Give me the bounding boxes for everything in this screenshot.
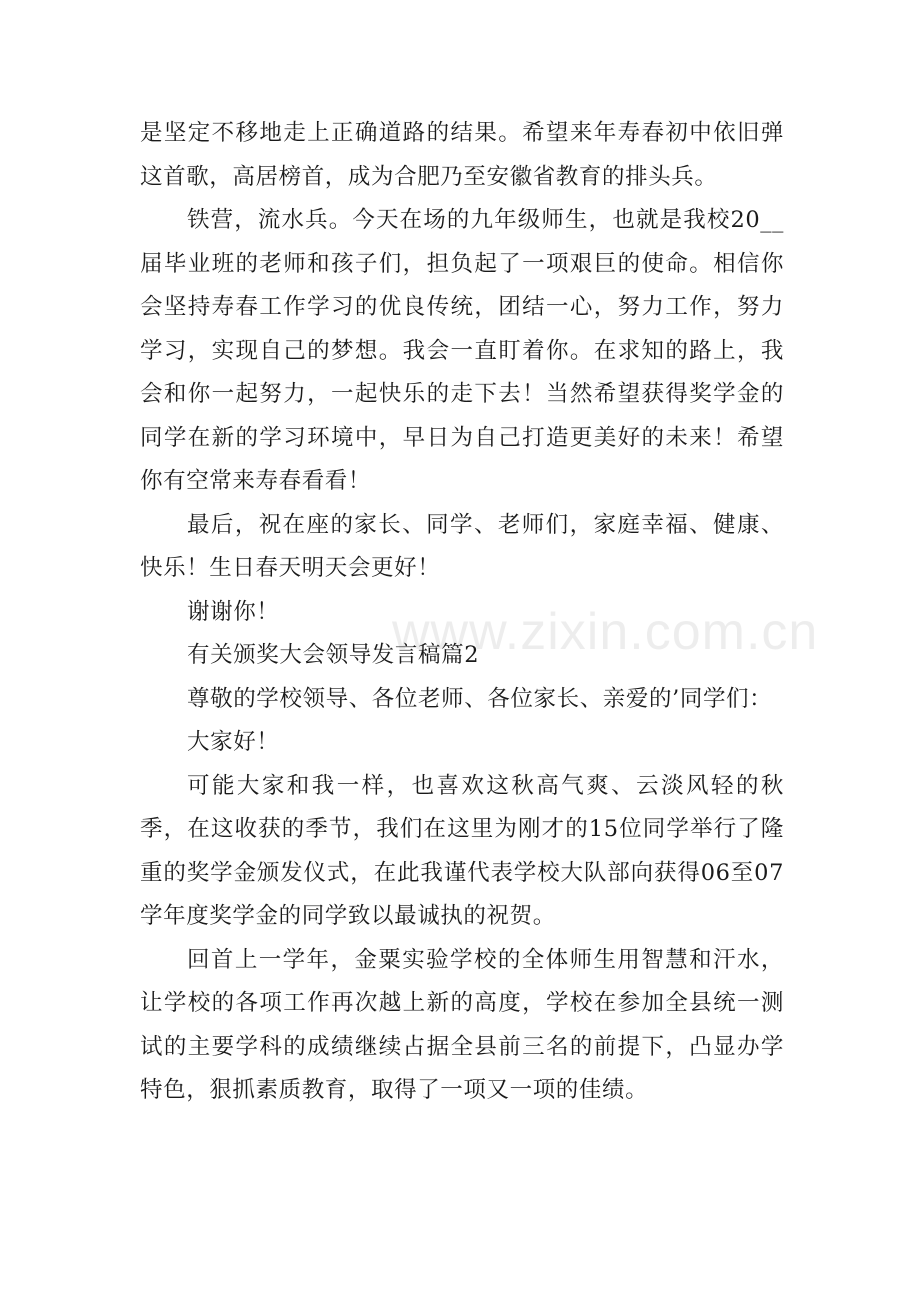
paragraph-4: 谢谢你！ (187, 598, 280, 625)
paragraph-2: 铁营，流水兵。今天在场的九年级师生，也就是我校20__届毕业班的老师和孩子们，担负起了一项艰巨的使命。相信你会坚持寿春工作学习的优良传统，团结一心，努力工作，努力学习，实现自己的梦想。我会一直盯着你。在求知的路上，我会和你一起努力，一起快乐的走下去！当然希望获得奖学金的同学在新的学习环境中，早日为自己打造更美好的未来！希望你有空常来寿春看看！ (140, 207, 784, 494)
paragraph-1: 是坚定不移地走上正确道路的结果。希望来年寿春初中依旧弹这首歌，高居榜首，成为合肥乃至安徽省教育的排头兵。 (140, 120, 784, 190)
section-heading: 有关颁奖大会领导发言稿篇2 (187, 642, 480, 668)
salutation: 尊敬的学校领导、各位老师、各位家长、亲爱的’同学们： (187, 685, 773, 712)
greeting: 大家好！ (187, 729, 280, 755)
paragraph-8: 可能大家和我一样，也喜欢这秋高气爽、云淡风轻的秋季，在这收获的季节，我们在这里为刚才的15位同学举行了隆重的奖学金颁发仪式，在此我谨代表学校大队部向获得06至07学年度奖学金的同学致以最诚执的祝贺。 (140, 772, 784, 929)
watermark: www.zixin.com.cn (392, 603, 819, 661)
paragraph-3: 最后，祝在座的家长、同学、老师们，家庭幸福、健康、快乐！生日春天明天会更好！ (140, 511, 784, 581)
paragraph-9: 回首上一学年，金粟实验学校的全体师生用智慧和汗水，让学校的各项工作再次越上新的高度，学校在参加全县统一测试的主要学科的成绩继续占据全县前三名的前提下，凸显办学特色，狠抓素质教育，取得了一项又一项的佳绩。 (140, 946, 784, 1103)
document-body (140, 112, 784, 1113)
